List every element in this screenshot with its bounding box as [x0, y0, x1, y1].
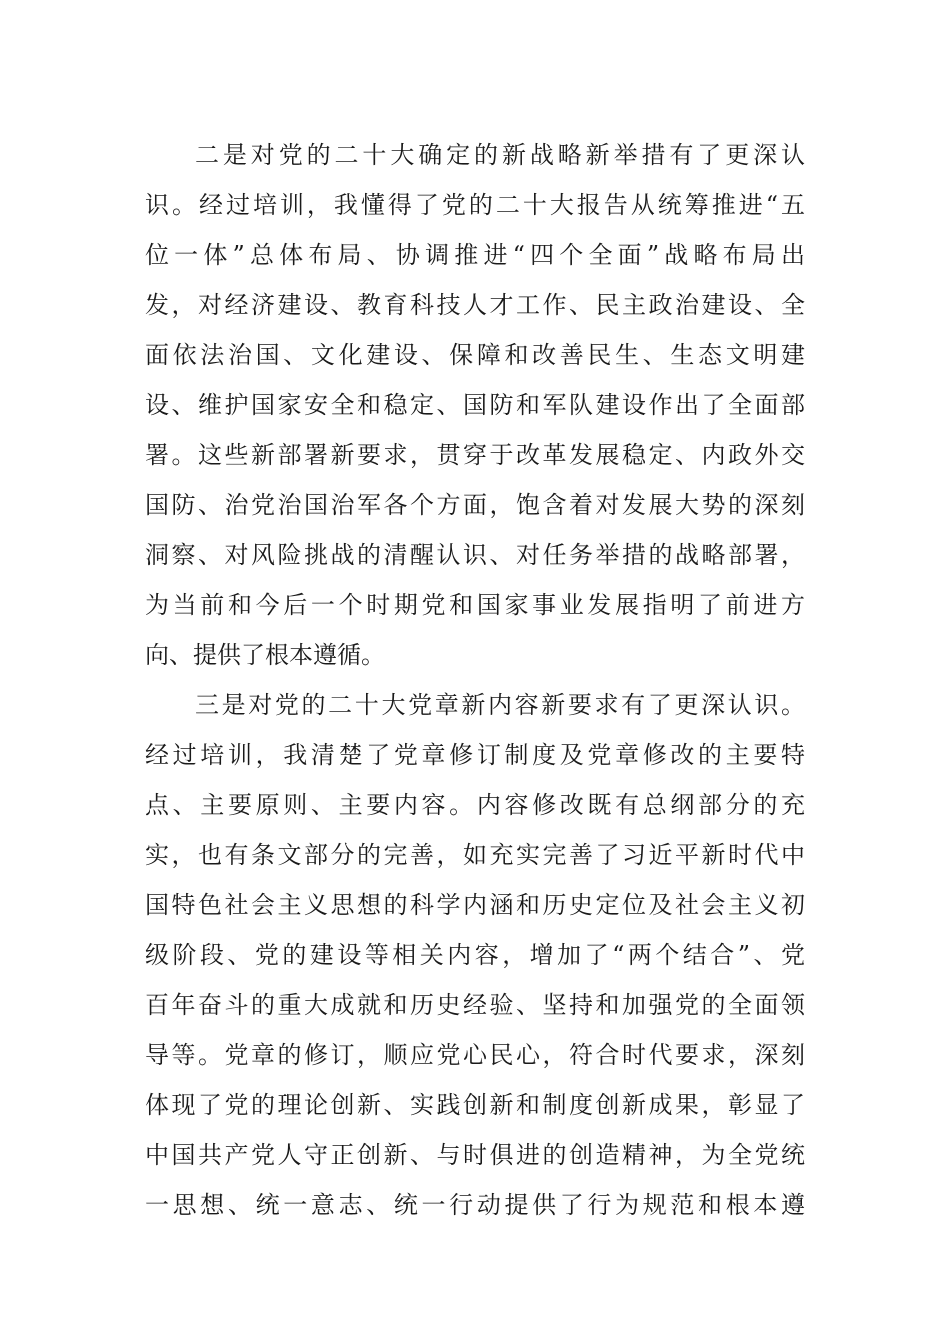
paragraph-2-line-11: 向、提供了根本遵循。	[145, 641, 385, 669]
paragraph-2-line-3: 位一体”总体布局、协调推进“四个全面”战略布局出	[145, 241, 805, 269]
paragraph-2-line-2: 识。经过培训，我懂得了党的二十大报告从统筹推进“五	[145, 191, 805, 219]
paragraph-3-line-1: 三是对党的二十大党章新内容新要求有了更深认识。	[195, 691, 805, 719]
paragraph-2-line-1: 二是对党的二十大确定的新战略新举措有了更深认	[195, 141, 805, 169]
paragraph-2-line-8: 国防、治党治国治军各个方面，饱含着对发展大势的深刻	[145, 491, 805, 519]
paragraph-3-line-5: 国特色社会主义思想的科学内涵和历史定位及社会主义初	[145, 891, 805, 919]
paragraph-2-line-9: 洞察、对风险挑战的清醒认识、对任务举措的战略部署，	[145, 541, 805, 569]
paragraph-2-line-4: 发，对经济建设、教育科技人才工作、民主政治建设、全	[145, 291, 805, 319]
paragraph-3-line-3: 点、主要原则、主要内容。内容修改既有总纲部分的充	[145, 791, 805, 819]
paragraph-3-line-9: 体现了党的理论创新、实践创新和制度创新成果，彰显了	[145, 1091, 805, 1119]
paragraph-3-line-7: 百年奋斗的重大成就和历史经验、坚持和加强党的全面领	[145, 991, 805, 1019]
paragraph-3-line-4: 实，也有条文部分的完善，如充实完善了习近平新时代中	[145, 841, 805, 869]
paragraph-3-line-8: 导等。党章的修订，顺应党心民心，符合时代要求，深刻	[145, 1041, 805, 1069]
paragraph-2-line-5: 面依法治国、文化建设、保障和改善民生、生态文明建	[145, 341, 805, 369]
paragraph-3-line-10: 中国共产党人守正创新、与时俱进的创造精神，为全党统	[145, 1141, 805, 1169]
paragraph-3-line-6: 级阶段、党的建设等相关内容，增加了“两个结合”、党	[145, 941, 805, 969]
paragraph-2-line-7: 署。这些新部署新要求，贯穿于改革发展稳定、内政外交	[145, 441, 805, 469]
paragraph-2-line-10: 为当前和今后一个时期党和国家事业发展指明了前进方	[145, 591, 805, 619]
paragraph-3-line-11: 一思想、统一意志、统一行动提供了行为规范和根本遵	[145, 1191, 805, 1219]
paragraph-3-line-2: 经过培训，我清楚了党章修订制度及党章修改的主要特	[145, 741, 805, 769]
paragraph-2-line-6: 设、维护国家安全和稳定、国防和军队建设作出了全面部	[145, 391, 805, 419]
